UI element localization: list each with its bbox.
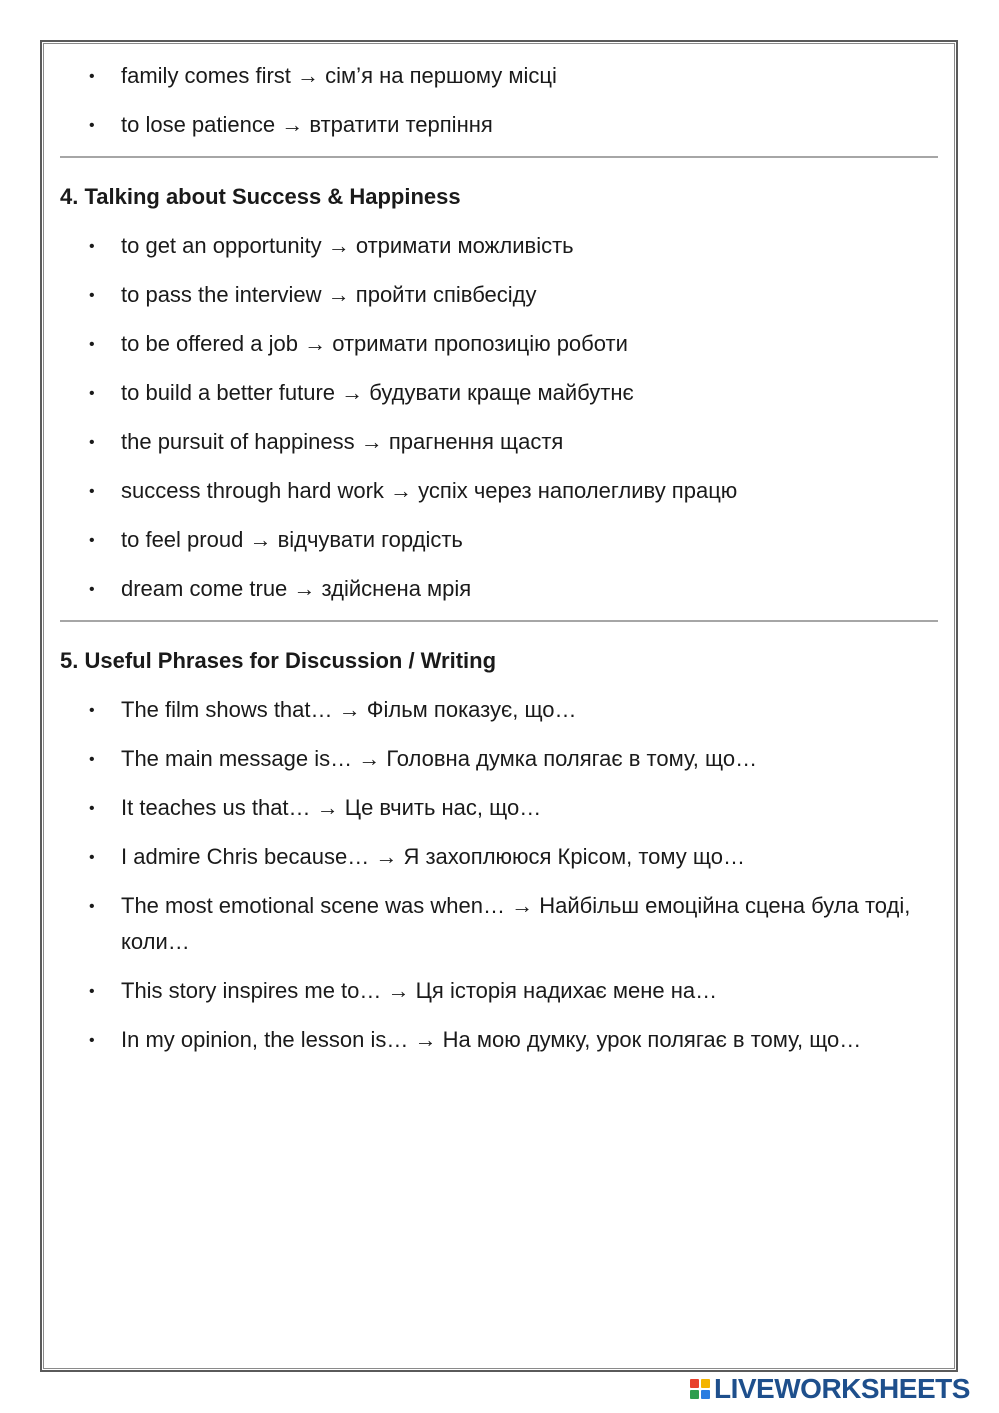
- arrow-icon: →: [358, 746, 381, 771]
- english-phrase: In my opinion, the lesson is…: [121, 1027, 409, 1052]
- bullet-icon: •: [89, 434, 95, 451]
- logo-icon: [690, 1379, 710, 1399]
- bullet-icon: •: [89, 532, 95, 549]
- vocab-item: [60, 375, 940, 411]
- bullet-icon: •: [89, 483, 95, 500]
- bullet-icon: •: [89, 702, 95, 719]
- english-phrase: to get an opportunity: [121, 233, 322, 258]
- ukrainian-translation: відчувати гордість: [277, 527, 463, 552]
- worksheet-content: [60, 58, 940, 1071]
- ukrainian-translation: успіх через наполегливу працю: [418, 478, 738, 503]
- ukrainian-translation: Ця історія надихає мене на…: [415, 978, 718, 1003]
- english-phrase: I admire Chris because…: [121, 844, 370, 869]
- ukrainian-translation: пройти співбесіду: [355, 282, 537, 307]
- english-phrase: The most emotional scene was when…: [121, 893, 505, 918]
- vocab-item: [60, 692, 940, 728]
- arrow-icon: →: [327, 282, 350, 307]
- arrow-icon: →: [338, 697, 361, 722]
- english-phrase: to pass the interview: [121, 282, 322, 307]
- vocab-item: [60, 1022, 940, 1058]
- english-phrase: It teaches us that…: [121, 795, 311, 820]
- arrow-icon: →: [249, 527, 272, 552]
- arrow-icon: →: [387, 978, 410, 1003]
- english-phrase: to build a better future: [121, 380, 336, 405]
- arrow-icon: →: [390, 478, 413, 503]
- vocab-item: [60, 571, 940, 607]
- english-phrase: family comes first: [121, 63, 291, 88]
- arrow-icon: →: [327, 233, 350, 258]
- arrow-icon: →: [360, 429, 383, 454]
- logo-square: [701, 1379, 710, 1388]
- vocab-list-top: [60, 58, 940, 143]
- english-phrase: the pursuit of happiness: [121, 429, 355, 454]
- english-phrase: dream come true: [121, 576, 288, 601]
- ukrainian-translation: На мою думку, урок полягає в тому, що…: [442, 1027, 862, 1052]
- section-divider: [60, 156, 938, 158]
- vocab-item: [60, 522, 940, 558]
- bullet-icon: •: [89, 238, 95, 255]
- ukrainian-translation: Це вчить нас, що…: [344, 795, 542, 820]
- english-phrase: The film shows that…: [121, 697, 333, 722]
- logo-square: [701, 1390, 710, 1399]
- vocab-item: [60, 473, 940, 509]
- ukrainian-translation: Я захоплююся Крісом, тому що…: [403, 844, 745, 869]
- ukrainian-translation: будувати краще майбутнє: [369, 380, 634, 405]
- ukrainian-translation: Головна думка полягає в тому, що…: [386, 746, 758, 771]
- logo-square: [690, 1390, 699, 1399]
- vocab-item: [60, 790, 940, 826]
- vocab-item: [60, 973, 940, 1009]
- bullet-icon: •: [89, 898, 95, 915]
- english-phrase: This story inspires me to…: [121, 978, 382, 1003]
- vocab-list-section-4: [60, 228, 940, 607]
- ukrainian-translation: втратити терпіння: [309, 112, 493, 137]
- vocab-item: [60, 326, 940, 362]
- vocab-list-section-5: [60, 692, 940, 1058]
- arrow-icon: →: [375, 844, 398, 869]
- bullet-icon: •: [89, 336, 95, 353]
- bullet-icon: •: [89, 800, 95, 817]
- arrow-icon: →: [304, 331, 327, 356]
- bullet-icon: •: [89, 983, 95, 1000]
- ukrainian-translation: Найбільш емоційна сцена була тоді, коли…: [121, 893, 911, 954]
- vocab-item: [60, 741, 940, 777]
- arrow-icon: →: [297, 63, 320, 88]
- section-5-heading: 5. Useful Phrases for Discussion / Writing: [60, 648, 497, 673]
- bullet-icon: •: [89, 751, 95, 768]
- ukrainian-translation: здійснена мрія: [321, 576, 472, 601]
- english-phrase: success through hard work: [121, 478, 384, 503]
- ukrainian-translation: Фільм показує, що…: [366, 697, 577, 722]
- vocab-item: [60, 228, 940, 264]
- ukrainian-translation: отримати можливість: [355, 233, 574, 258]
- bullet-icon: •: [89, 1032, 95, 1049]
- vocab-item: [60, 888, 940, 960]
- vocab-item: [60, 107, 940, 143]
- arrow-icon: →: [341, 380, 364, 405]
- liveworksheets-logo: [690, 1374, 970, 1404]
- english-phrase: to feel proud: [121, 527, 244, 552]
- arrow-icon: →: [414, 1027, 437, 1052]
- ukrainian-translation: отримати пропозицію роботи: [332, 331, 628, 356]
- bullet-icon: •: [89, 68, 95, 85]
- english-phrase: to be offered a job: [121, 331, 298, 356]
- arrow-icon: →: [316, 795, 339, 820]
- ukrainian-translation: сім’я на першому місці: [325, 63, 557, 88]
- ukrainian-translation: прагнення щастя: [388, 429, 564, 454]
- bullet-icon: •: [89, 287, 95, 304]
- english-phrase: The main message is…: [121, 746, 353, 771]
- bullet-icon: •: [89, 385, 95, 402]
- vocab-item: [60, 424, 940, 460]
- logo-text: LIVEWORKSHEETS: [714, 1373, 970, 1404]
- arrow-icon: →: [293, 576, 316, 601]
- bullet-icon: •: [89, 117, 95, 134]
- bullet-icon: •: [89, 581, 95, 598]
- logo-square: [690, 1379, 699, 1388]
- arrow-icon: →: [281, 112, 304, 137]
- vocab-item: [60, 58, 940, 94]
- bullet-icon: •: [89, 849, 95, 866]
- arrow-icon: →: [511, 893, 534, 918]
- section-divider: [60, 620, 938, 622]
- section-4-heading: 4. Talking about Success & Happiness: [60, 184, 461, 209]
- vocab-item: [60, 839, 940, 875]
- vocab-item: [60, 277, 940, 313]
- english-phrase: to lose patience: [121, 112, 276, 137]
